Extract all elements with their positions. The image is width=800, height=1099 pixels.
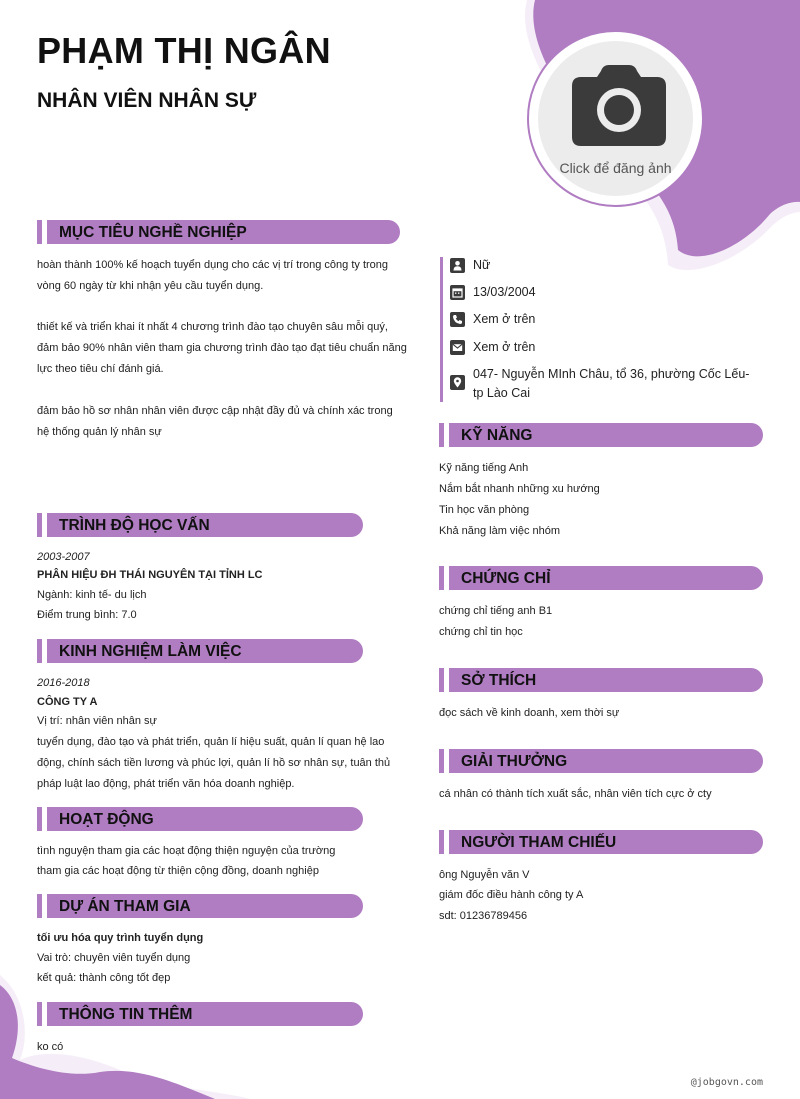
calendar-icon	[450, 285, 465, 300]
watermark: @jobgovn.com	[690, 1077, 763, 1088]
phone-icon	[450, 312, 465, 327]
birthday-value: 13/03/2004	[473, 285, 536, 299]
experience-position: Vị trí: nhân viên nhân sự	[37, 715, 157, 727]
section-hobbies-title: SỞ THÍCH	[439, 668, 763, 692]
avatar-placeholder[interactable]	[538, 41, 693, 196]
section-references-title: NGƯỜI THAM CHIẾU	[439, 830, 763, 854]
objective-paragraph-3: đảm bảo hồ sơ nhân nhân viên được cập nhật đầy đủ và chính xác trong hệ thống quản lý nhân sự	[37, 405, 393, 438]
email-value: Xem ở trên	[473, 340, 536, 354]
experience-company: CÔNG TY A	[37, 696, 98, 708]
activity-item: tình nguyện tham gia các hoạt động thiện nguyện của trường	[37, 845, 336, 857]
candidate-name: PHẠM THỊ NGÂN	[37, 30, 331, 71]
awards-text: cá nhân có thành tích xuất sắc, nhân viên tích cực ở cty	[439, 788, 712, 800]
activity-item: tham gia các hoạt động từ thiện cộng đồng, doanh nghiệp	[37, 865, 319, 877]
phone-value: Xem ở trên	[473, 312, 536, 326]
education-years: 2003-2007	[37, 551, 90, 563]
section-certificates-title: CHỨNG CHỈ	[439, 566, 763, 590]
experience-years: 2016-2018	[37, 677, 90, 689]
experience-description: tuyển dụng, đào tạo và phát triển, quản lí hiệu suất, quản lí quan hệ lao động, chính sách tiền lương và phúc lợi, quản lí hồ sơ nhân sự, tuân thủ pháp luật lao động, phát triển văn hóa doanh nghiệp.	[37, 736, 391, 790]
avatar-upload-label: Click để đăng ảnh	[559, 160, 672, 176]
skill-item: Khả năng làm việc nhóm	[439, 525, 561, 537]
section-extra-title: THÔNG TIN THÊM	[37, 1002, 363, 1026]
education-gpa: Điểm trung bình: 7.0	[37, 609, 137, 621]
section-skills-title: KỸ NĂNG	[439, 423, 763, 447]
job-title: NHÂN VIÊN NHÂN SỰ	[37, 89, 257, 112]
location-pin-icon	[450, 375, 465, 390]
project-result: kết quả: thành công tốt đẹp	[37, 972, 171, 984]
certificate-item: chứng chỉ tiếng anh B1	[439, 605, 553, 617]
section-education-title: TRÌNH ĐỘ HỌC VẤN	[37, 513, 363, 537]
objective-paragraph-1: hoàn thành 100% kế hoạch tuyển dụng cho các vị trí trong công ty trong vòng 60 ngày từ khi nhận yêu cầu tuyển dụng.	[37, 259, 389, 292]
address-value: 047- Nguyễn MInh Châu, tổ 36, phường Cốc Lếu- tp Lào Cai	[473, 367, 750, 400]
email-icon	[450, 340, 465, 355]
skill-item: Tin học văn phòng	[439, 504, 530, 516]
skill-item: Kỹ năng tiếng Anh	[439, 462, 529, 474]
section-objective-title: MỤC TIÊU NGHỀ NGHIỆP	[37, 220, 400, 244]
extra-text: ko có	[37, 1041, 64, 1053]
hobbies-text: đọc sách về kinh doanh, xem thời sự	[439, 707, 620, 719]
gender-value: Nữ	[473, 258, 491, 272]
education-major: Ngành: kinh tế- du lịch	[37, 589, 147, 601]
contact-divider	[440, 257, 443, 402]
project-role: Vai trò: chuyên viên tuyển dụng	[37, 952, 191, 964]
certificate-item: chứng chỉ tin học	[439, 626, 523, 638]
avatar-upload[interactable]	[527, 30, 704, 207]
section-activities-title: HOẠT ĐỘNG	[37, 807, 363, 831]
camera-icon	[571, 63, 667, 147]
reference-item: giám đốc điều hành công ty A	[439, 889, 584, 901]
skill-item: Nắm bắt nhanh những xu hướng	[439, 483, 600, 495]
section-awards-title: GIẢI THƯỞNG	[439, 749, 763, 773]
education-school: PHÂN HIỆU ĐH THÁI NGUYÊN TẠI TỈNH LC	[37, 569, 263, 581]
section-experience-title: KINH NGHIỆM LÀM VIỆC	[37, 639, 363, 663]
section-projects-title: DỰ ÁN THAM GIA	[37, 894, 363, 918]
person-icon	[450, 258, 465, 273]
reference-item: ông Nguyễn văn V	[439, 869, 530, 881]
objective-paragraph-2: thiết kế và triển khai ít nhất 4 chương trình đào tạo chuyên sâu mỗi quý, đảm bảo 90% nhân viên tham gia chương trình đào tạo đạt tiêu chuẩn năng lực theo tiêu chí đánh giá.	[37, 321, 407, 375]
reference-item: sdt: 01236789456	[439, 910, 528, 922]
project-name: tối ưu hóa quy trình tuyển dụng	[37, 932, 204, 944]
